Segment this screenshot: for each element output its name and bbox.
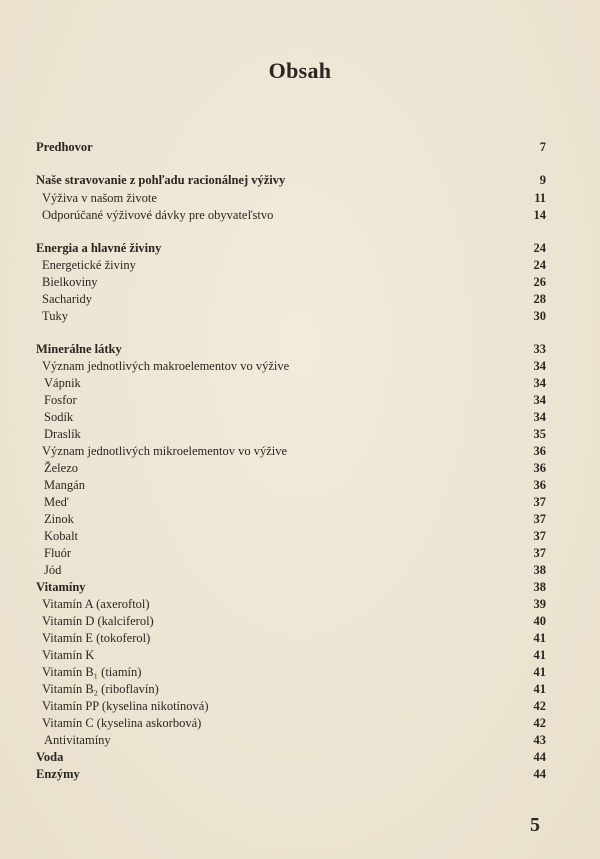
dot-leader [290,444,512,456]
toc-entry [36,729,546,747]
dot-leader [72,495,512,507]
toc-entry [36,204,546,222]
dot-leader [81,529,512,541]
dot-leader [66,750,512,762]
toc-entry-label: Sacharidy [42,292,92,306]
toc-entry-page: 24 [533,241,546,255]
toc-entry [36,169,546,187]
dot-leader [144,665,512,677]
toc-entry [36,763,546,781]
toc-entry-page: 36 [533,461,546,475]
toc-entry-page: 7 [539,140,546,154]
dot-leader [97,648,512,660]
toc-entry [36,644,546,662]
toc-entry-label: Zinok [44,512,74,526]
toc-entry [36,389,546,407]
toc-entry-page: 34 [533,359,546,373]
toc-entry [36,338,546,356]
toc-entry-label: Antivitamíny [44,733,111,747]
toc-entry-label: Význam jednotlivých mikroelementov vo výžive [42,444,288,458]
toc-entry-page: 37 [533,495,546,509]
toc-entry-label: Význam jednotlivých makroelementov vo výžive [42,359,290,373]
toc-entry-page: 34 [533,393,546,407]
toc-entry-page: 41 [533,631,546,645]
toc-entry-page: 34 [533,376,546,390]
dot-leader [76,410,512,422]
toc-entry-page: 44 [533,767,546,781]
toc-entry-label: Naše stravovanie z pohľadu racionálnej výživy [36,173,286,187]
dot-leader [64,563,512,575]
dot-leader [162,682,512,694]
dot-leader [204,716,512,728]
toc-entry-page: 11 [534,191,546,205]
toc-entry-label: Mangán [44,478,85,492]
toc-entry-label: Tuky [42,309,68,323]
toc-entry-label: Vitamín A (axeroftol) [42,597,150,611]
toc-entry-label: Vitamín E (tokoferol) [42,631,151,645]
toc-entry [36,559,546,577]
toc-entry [36,440,546,458]
dot-leader [84,427,512,439]
toc-entry [36,372,546,390]
toc-entry-page: 44 [533,750,546,764]
toc-entry-label: Energetické živiny [42,258,136,272]
toc-entry-label: Vitamín D (kalciferol) [42,614,154,628]
toc-entry [36,678,546,696]
dot-leader [160,191,512,203]
toc-entry [36,627,546,645]
toc-entry [36,661,546,679]
toc-entry-label: Odporúčané výživové dávky pre obyvateľstvo [42,208,274,222]
toc-entry [36,406,546,424]
dot-leader [114,733,512,745]
toc-entry-page: 37 [533,529,546,543]
toc-entry [36,508,546,526]
toc-entry-page: 34 [533,410,546,424]
dot-leader [125,342,512,354]
toc-entry [36,542,546,560]
toc-entry-label: Vitamín B₁ (tiamín) [42,665,142,679]
toc-entry-page: 33 [533,342,546,356]
toc-entry-page: 35 [533,427,546,441]
toc-entry-page: 43 [533,733,546,747]
toc-entry [36,474,546,492]
page-number: 5 [530,814,540,836]
toc-entry-page: 30 [533,309,546,323]
toc-entry-label: Vitamín C (kyselina askorbová) [42,716,202,730]
dot-leader [288,173,512,185]
dot-leader [276,208,512,220]
toc-entry-page: 42 [533,716,546,730]
dot-leader [96,140,512,152]
dot-leader [153,597,512,609]
dot-leader [157,614,512,626]
toc-entry-label: Minerálne látky [36,342,122,356]
toc-entry-label: Draslík [44,427,81,441]
page-title: Obsah [268,58,332,83]
toc-entry-page: 41 [533,682,546,696]
dot-leader [83,767,512,779]
toc-entry [36,695,546,713]
toc-entry-label: Energia a hlavné živiny [36,241,162,255]
toc-entry-page: 38 [533,563,546,577]
toc-entry-page: 37 [533,546,546,560]
toc-entry [36,457,546,475]
toc-entry-page: 41 [533,648,546,662]
toc-entry-label: Fluór [44,546,72,560]
dot-leader [164,241,512,253]
toc-entry [36,610,546,628]
toc-entry-label: Fosfor [44,393,77,407]
toc-entry-page: 41 [533,665,546,679]
dot-leader [84,376,512,388]
dot-leader [71,309,512,321]
toc-entry-page: 40 [533,614,546,628]
toc-entry [36,237,546,255]
toc-entry [36,288,546,306]
toc-entry-label: Vitamíny [36,580,86,594]
toc-entry-label: Vitamín PP (kyselina nikotínová) [42,699,209,713]
dot-leader [80,393,512,405]
toc-entry-page: 26 [533,275,546,289]
toc-entry [36,491,546,509]
toc-entry-page: 24 [533,258,546,272]
toc-entry-page: 36 [533,478,546,492]
toc-entry [36,254,546,272]
toc-entry-label: Predhovor [36,140,93,154]
toc-entry-label: Meď [44,495,69,509]
toc-entry-label: Vitamín B₂ (riboflavín) [42,682,159,696]
toc-entry-page: 38 [533,580,546,594]
toc-entry-label: Vápnik [44,376,81,390]
toc-entry-label: Výživa v našom živote [42,191,157,205]
toc-entry [36,746,546,764]
toc-entry [36,187,546,205]
toc-entry-page: 28 [533,292,546,306]
dot-leader [89,580,512,592]
toc-entry [36,355,546,373]
toc-entry-label: Enzýmy [36,767,80,781]
toc-entry [36,423,546,441]
toc-entry-label: Vitamín K [42,648,95,662]
toc-entry-label: Sodík [44,410,74,424]
toc-entry-label: Voda [36,750,64,764]
toc-entry-page: 37 [533,512,546,526]
dot-leader [101,275,512,287]
dot-leader [77,512,512,524]
toc-entry [36,576,546,594]
toc-entry-label: Jód [44,563,62,577]
toc-entry-page: 39 [533,597,546,611]
dot-leader [95,292,512,304]
toc-entry-page: 42 [533,699,546,713]
dot-leader [88,478,512,490]
toc-entry [36,712,546,730]
toc-entry [36,136,546,154]
toc-entry-page: 36 [533,444,546,458]
toc-entry-label: Kobalt [44,529,79,543]
toc-entry [36,593,546,611]
toc-entry-page: 14 [533,208,546,222]
toc-entry-page: 9 [539,173,546,187]
toc-entry [36,271,546,289]
toc-entry-label: Bielkoviny [42,275,98,289]
dot-leader [211,699,512,711]
dot-leader [74,546,512,558]
toc-entry [36,305,546,323]
toc-entry-label: Železo [44,461,79,475]
dot-leader [292,359,512,371]
dot-leader [81,461,512,473]
toc-entry [36,525,546,543]
dot-leader [153,631,512,643]
dot-leader [139,258,512,270]
